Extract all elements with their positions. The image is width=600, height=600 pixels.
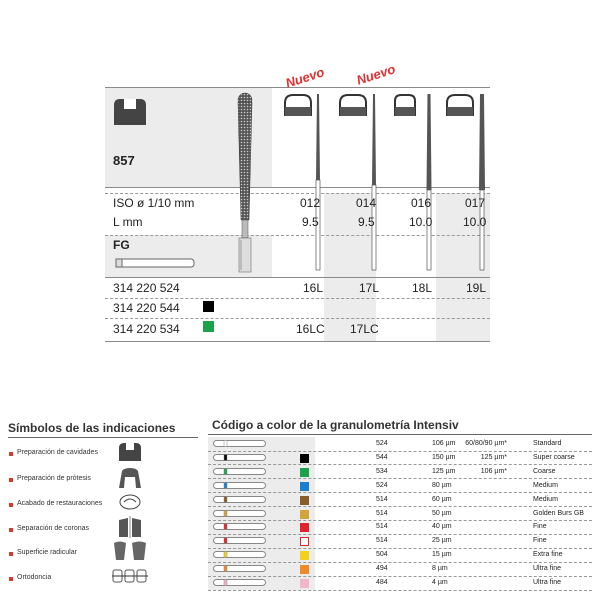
color-swatch bbox=[300, 454, 309, 463]
iso-014: 014 bbox=[356, 196, 377, 210]
length-012: 9.5 bbox=[302, 215, 319, 229]
grain-size: 25 µm bbox=[432, 537, 452, 545]
bur-shank-icon bbox=[213, 482, 267, 489]
bur-shank-icon bbox=[213, 523, 267, 530]
new-label-2: Nuevo bbox=[354, 61, 398, 88]
grain-name: Medium bbox=[533, 481, 558, 489]
iso-label: ISO ø 1/10 mm bbox=[113, 196, 195, 210]
iso-012: 012 bbox=[300, 196, 321, 210]
grain-row bbox=[208, 508, 592, 519]
grain-size: 15 µm bbox=[432, 551, 452, 559]
grain-name: Coarse bbox=[533, 467, 556, 475]
grain-size: 50 µm bbox=[432, 509, 452, 517]
iso-017: 017 bbox=[465, 196, 486, 210]
ref-swatch-green bbox=[203, 321, 214, 332]
shape-icon-014 bbox=[338, 93, 368, 183]
color-swatch bbox=[300, 565, 309, 574]
grain-name: Fine bbox=[533, 537, 547, 545]
grain-row bbox=[208, 494, 592, 505]
bur-silhouette-017 bbox=[476, 90, 488, 274]
bur-shank-icon bbox=[213, 537, 267, 544]
ref-1-18L: 18L bbox=[412, 281, 433, 295]
color-swatch bbox=[300, 523, 309, 532]
grain-size: 4 µm bbox=[432, 579, 448, 586]
color-swatch bbox=[300, 579, 309, 588]
color-swatch bbox=[300, 510, 309, 519]
grain-code: 514 bbox=[376, 509, 388, 517]
shape-icon-012 bbox=[283, 93, 313, 183]
grain-row bbox=[208, 549, 592, 560]
orthodontics-icon bbox=[112, 566, 148, 586]
grain-row bbox=[208, 438, 592, 449]
grain-row bbox=[208, 563, 592, 574]
grain-code: 494 bbox=[376, 565, 388, 573]
ref-3-17LC: 17LC bbox=[350, 322, 379, 336]
grain-name: Medium bbox=[533, 495, 558, 503]
bur-shank-icon bbox=[213, 579, 267, 586]
shape-icon-017 bbox=[445, 93, 475, 183]
length-016: 10.0 bbox=[409, 215, 433, 229]
crown-separation-icon bbox=[118, 516, 142, 538]
color-swatch bbox=[300, 537, 309, 546]
ref-1-16L: 16L bbox=[303, 281, 324, 295]
ref-1-19L: 19L bbox=[466, 281, 487, 295]
bur-shank-icon bbox=[213, 440, 267, 447]
bur-drawing bbox=[225, 90, 265, 275]
bur-shank-icon bbox=[213, 551, 267, 558]
grain-size: 8 µm bbox=[432, 565, 448, 573]
grain-size: 125 µm bbox=[432, 467, 456, 475]
grain-size: 40 µm bbox=[432, 523, 452, 531]
grain-row bbox=[208, 535, 592, 546]
grain-extra: 60/80/90 µm* bbox=[465, 440, 507, 447]
grain-code: 544 bbox=[376, 453, 388, 461]
grain-code: 534 bbox=[376, 467, 388, 475]
length-014: 9.5 bbox=[358, 215, 375, 229]
finishing-icon bbox=[118, 492, 142, 512]
color-swatch bbox=[300, 482, 309, 491]
ref-code-3: 314 220 534 bbox=[113, 322, 180, 336]
color-swatch bbox=[300, 468, 309, 477]
grain-code: 504 bbox=[376, 551, 388, 559]
model-number: 857 bbox=[113, 153, 135, 168]
color-swatch bbox=[300, 551, 309, 560]
grain-row bbox=[208, 452, 592, 463]
grain-size: 106 µm bbox=[432, 440, 456, 447]
grain-name: Ultra fine bbox=[533, 565, 562, 573]
iso-016: 016 bbox=[411, 196, 432, 210]
ref-code-2: 314 220 544 bbox=[113, 301, 180, 315]
grain-code: 514 bbox=[376, 537, 388, 545]
shank-type: FG bbox=[113, 238, 130, 252]
cavity-icon bbox=[118, 442, 142, 462]
ref-swatch-black bbox=[203, 301, 214, 312]
cavity-icon bbox=[112, 97, 148, 127]
grain-size: 60 µm bbox=[432, 495, 452, 503]
bur-silhouette-014 bbox=[369, 90, 379, 274]
grain-name: Ultra fine bbox=[533, 579, 562, 586]
bur-silhouette-012 bbox=[313, 90, 323, 274]
indications-title: Símbolos de las indicaciones bbox=[8, 421, 176, 435]
grain-name: Super coarse bbox=[533, 453, 575, 461]
grain-name: Extra fine bbox=[533, 551, 563, 559]
grain-row bbox=[208, 521, 592, 532]
grain-name: Golden Burs GB bbox=[533, 509, 584, 517]
grain-code: 514 bbox=[376, 523, 388, 531]
color-swatch bbox=[300, 496, 309, 505]
new-label-1: Nuevo bbox=[283, 64, 327, 91]
grain-size: 150 µm bbox=[432, 453, 456, 461]
length-017: 10.0 bbox=[463, 215, 487, 229]
grain-row bbox=[208, 480, 592, 491]
bur-shank-icon bbox=[213, 510, 267, 517]
grain-code: 524 bbox=[376, 440, 388, 447]
grain-row bbox=[208, 577, 592, 588]
shank-icon bbox=[115, 257, 197, 269]
bur-shank-icon bbox=[213, 565, 267, 572]
bur-shank-icon bbox=[213, 468, 267, 475]
grain-code: 484 bbox=[376, 579, 388, 586]
grain-code: 514 bbox=[376, 495, 388, 503]
grain-code: 524 bbox=[376, 481, 388, 489]
grain-name: Standard bbox=[533, 440, 562, 447]
bur-silhouette-016 bbox=[424, 90, 434, 274]
grain-name: Fine bbox=[533, 523, 547, 531]
shape-icon-016 bbox=[393, 93, 417, 183]
bur-shank-icon bbox=[213, 454, 267, 461]
ref-3-16LC: 16LC bbox=[296, 322, 325, 336]
grain-title: Código a color de la granulometría Intensiv bbox=[212, 418, 459, 432]
prosthesis-icon bbox=[118, 467, 142, 489]
bur-shank-icon bbox=[213, 496, 267, 503]
ref-code-1: 314 220 524 bbox=[113, 281, 180, 295]
ref-1-17L: 17L bbox=[359, 281, 380, 295]
root-surface-icon bbox=[112, 541, 148, 561]
grain-size: 80 µm bbox=[432, 481, 452, 489]
length-label: L mm bbox=[113, 215, 143, 229]
grain-extra: 125 µm* bbox=[480, 453, 507, 461]
grain-extra: 106 µm* bbox=[480, 467, 507, 475]
grain-row bbox=[208, 466, 592, 477]
